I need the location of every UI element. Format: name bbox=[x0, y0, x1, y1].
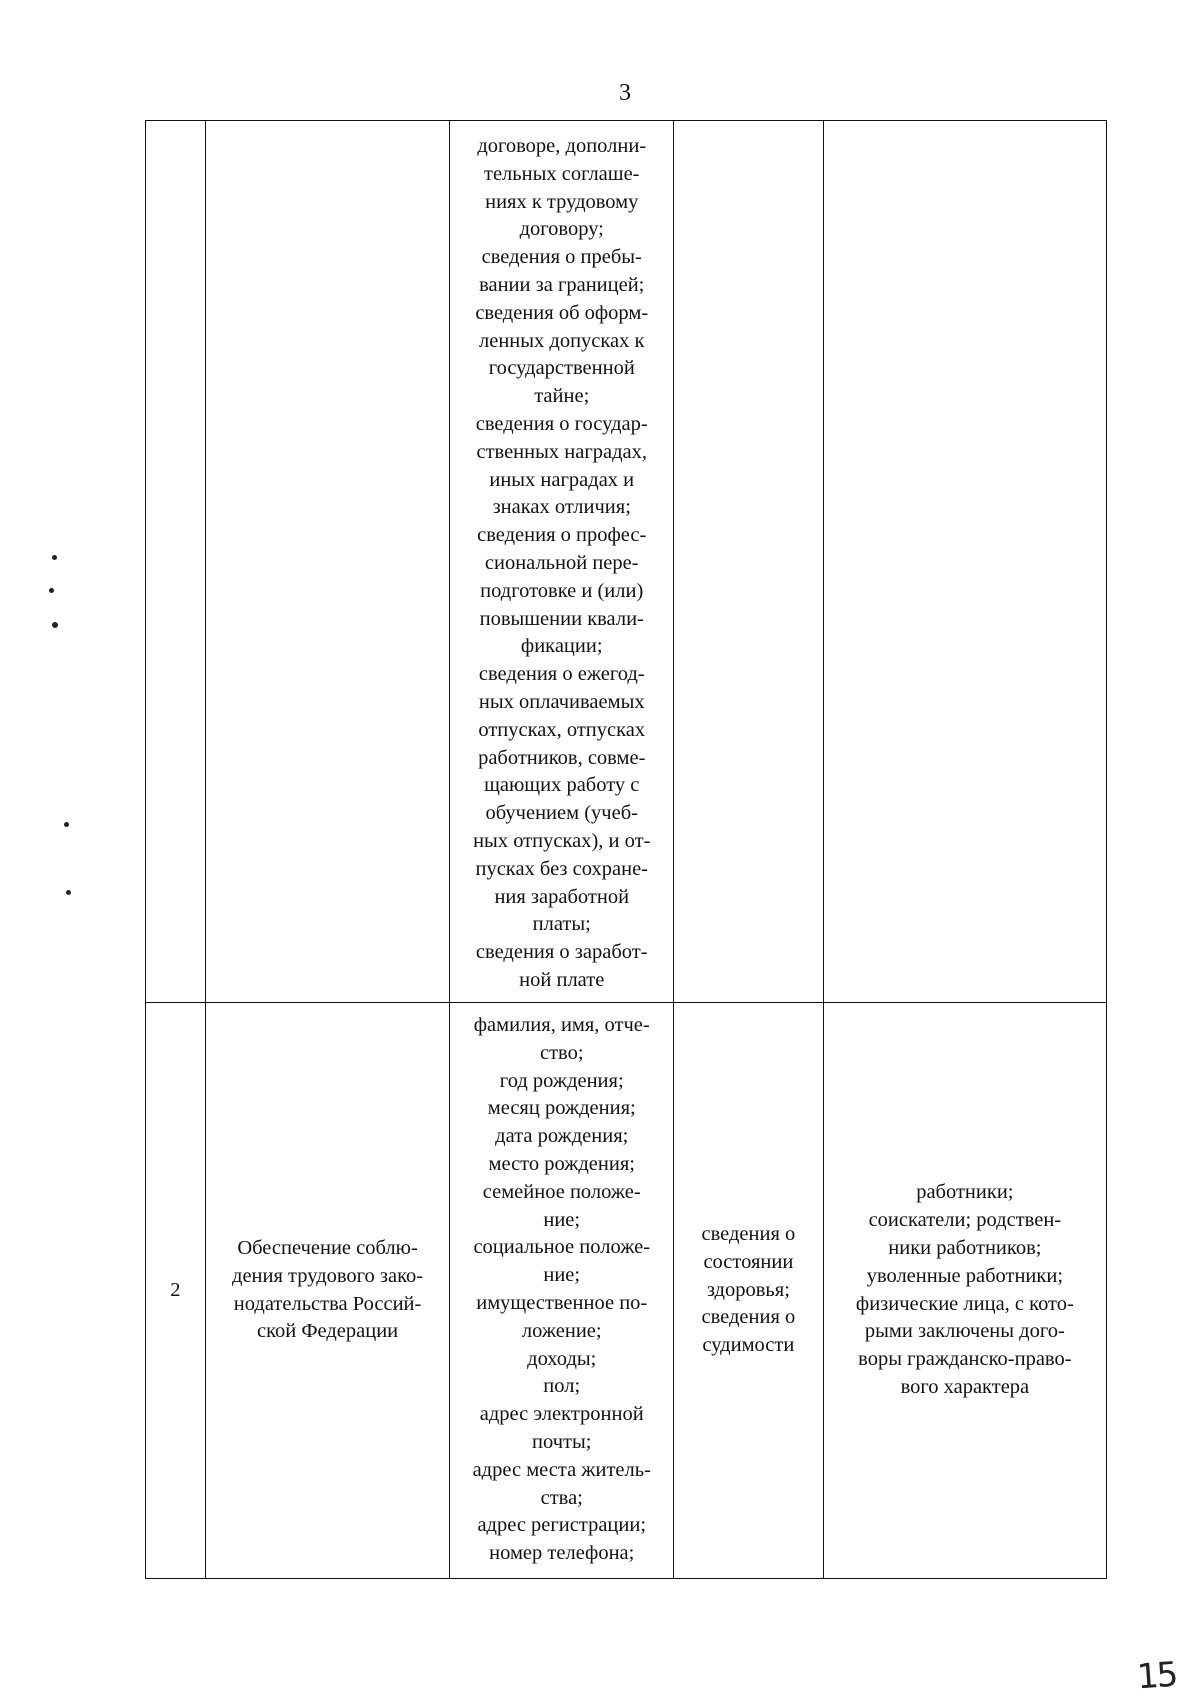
cell-line: адрес электронной bbox=[479, 1403, 644, 1426]
cell-line: знаках отличия; bbox=[492, 496, 631, 519]
cell-line: ных отпусках), и от- bbox=[473, 829, 651, 852]
cell-line: повышении квали- bbox=[479, 607, 644, 630]
cell-line: ники работников; bbox=[888, 1236, 1042, 1259]
cell-line: ственных наградах, bbox=[476, 440, 648, 463]
table-row bbox=[146, 1003, 1107, 1579]
cell-line: имущественное по- bbox=[476, 1291, 648, 1314]
cell-line: уволенные работники; bbox=[866, 1264, 1064, 1287]
cell-line: сведения о заработ- bbox=[475, 941, 648, 964]
cell-line: ние; bbox=[543, 1264, 581, 1287]
cell-line: адрес регистрации; bbox=[477, 1514, 647, 1537]
cell-line: номер телефона; bbox=[489, 1542, 635, 1565]
scan-speck bbox=[64, 822, 69, 827]
cell-line: договоре, дополни- bbox=[477, 135, 647, 157]
cell-line: год рождения; bbox=[499, 1069, 624, 1092]
row-number: 2 bbox=[170, 1278, 181, 1301]
cell-line: ния заработной bbox=[494, 885, 630, 908]
cell-line: рыми заключены дого- bbox=[864, 1320, 1065, 1343]
cell-line: тельных соглаше- bbox=[483, 162, 640, 185]
handwritten-page-mark: 15 bbox=[1135, 1654, 1178, 1698]
cell-line: судимости bbox=[702, 1334, 795, 1357]
cell-line: состоянии bbox=[703, 1250, 794, 1273]
cell-line: сведения о bbox=[701, 1306, 796, 1329]
cell-line: Обеспечение соблю- bbox=[237, 1236, 418, 1259]
cell-line: вого характера bbox=[900, 1375, 1030, 1398]
cell-line: государственной bbox=[488, 357, 635, 380]
cell-line: пол; bbox=[543, 1375, 581, 1398]
cell-line: физические лица, с кото- bbox=[855, 1292, 1074, 1315]
cell-line: сиональной пере- bbox=[484, 551, 639, 574]
cell-line: фамилия, имя, отче- bbox=[473, 1014, 650, 1036]
scan-speck bbox=[52, 555, 57, 560]
cell-line: работники; bbox=[916, 1181, 1014, 1204]
cell-line: сведения о государ- bbox=[475, 412, 648, 435]
cell-line: ленных допусках к bbox=[478, 329, 645, 352]
row-number-cell bbox=[146, 1003, 206, 1579]
scan-speck bbox=[49, 588, 54, 593]
cell-line: почты; bbox=[532, 1430, 592, 1453]
subjects-cell bbox=[823, 121, 1106, 1003]
cell-line: ство; bbox=[539, 1041, 584, 1064]
cell-line: ние; bbox=[543, 1208, 581, 1231]
scan-speck bbox=[66, 890, 71, 895]
cell-line: вании за границей; bbox=[479, 273, 645, 296]
cell-line: воры гражданско-право- bbox=[858, 1348, 1072, 1371]
cell-line: соискатели; родствен- bbox=[868, 1209, 1062, 1232]
cell-line: пусках без сохране- bbox=[475, 857, 648, 880]
special-data-cell bbox=[674, 1003, 824, 1579]
cell-line: обучением (учеб- bbox=[485, 802, 638, 825]
cell-line: ства; bbox=[540, 1486, 583, 1509]
cell-line: дения трудового зако- bbox=[232, 1264, 424, 1287]
special-data-cell bbox=[674, 121, 824, 1003]
cell-line: ных оплачиваемых bbox=[478, 690, 645, 713]
cell-line: сведения о пребы- bbox=[481, 246, 642, 269]
cell-line: социальное положе- bbox=[473, 1236, 651, 1259]
personal-data-cell bbox=[450, 121, 674, 1003]
cell-line: щающих работу с bbox=[484, 774, 640, 797]
cell-line: место рождения; bbox=[488, 1152, 635, 1175]
cell-line: ложение; bbox=[521, 1319, 602, 1342]
row-number-cell bbox=[146, 121, 206, 1003]
page-number: 3 bbox=[619, 80, 631, 106]
cell-line: доходы; bbox=[527, 1347, 597, 1370]
cell-line: сведения об оформ- bbox=[475, 301, 649, 324]
cell-line: ниях к трудовому bbox=[485, 190, 639, 213]
cell-line: подготовке и (или) bbox=[480, 579, 644, 602]
cell-line: дата рождения; bbox=[495, 1125, 629, 1148]
cell-line: нодательства Россий- bbox=[233, 1292, 422, 1315]
cell-line: платы; bbox=[532, 913, 591, 936]
cell-line: ской Федерации bbox=[256, 1320, 399, 1343]
cell-line: тайне; bbox=[534, 385, 590, 408]
cell-line: работников, совме- bbox=[478, 746, 646, 769]
cell-line: здоровья; bbox=[706, 1278, 790, 1301]
personal-data-table bbox=[145, 120, 1107, 1579]
cell-line: отпусках, отпусках bbox=[478, 718, 646, 741]
cell-line: адрес места житель- bbox=[472, 1458, 651, 1481]
purpose-cell bbox=[205, 121, 450, 1003]
cell-line: договору; bbox=[519, 218, 604, 241]
cell-line: сведения о bbox=[701, 1223, 796, 1245]
cell-line: фикации; bbox=[520, 635, 603, 658]
subjects-cell bbox=[823, 1003, 1106, 1579]
cell-line: месяц рождения; bbox=[487, 1097, 636, 1120]
table-row bbox=[146, 121, 1107, 1003]
purpose-cell bbox=[205, 1003, 450, 1579]
cell-line: сведения о профес- bbox=[477, 524, 647, 547]
personal-data-cell bbox=[450, 1003, 674, 1579]
cell-line: сведения о ежегод- bbox=[478, 663, 645, 686]
cell-line: семейное положе- bbox=[482, 1180, 641, 1203]
scan-speck bbox=[52, 622, 58, 628]
cell-line: ной плате bbox=[519, 968, 605, 991]
cell-line: иных наградах и bbox=[489, 468, 635, 491]
